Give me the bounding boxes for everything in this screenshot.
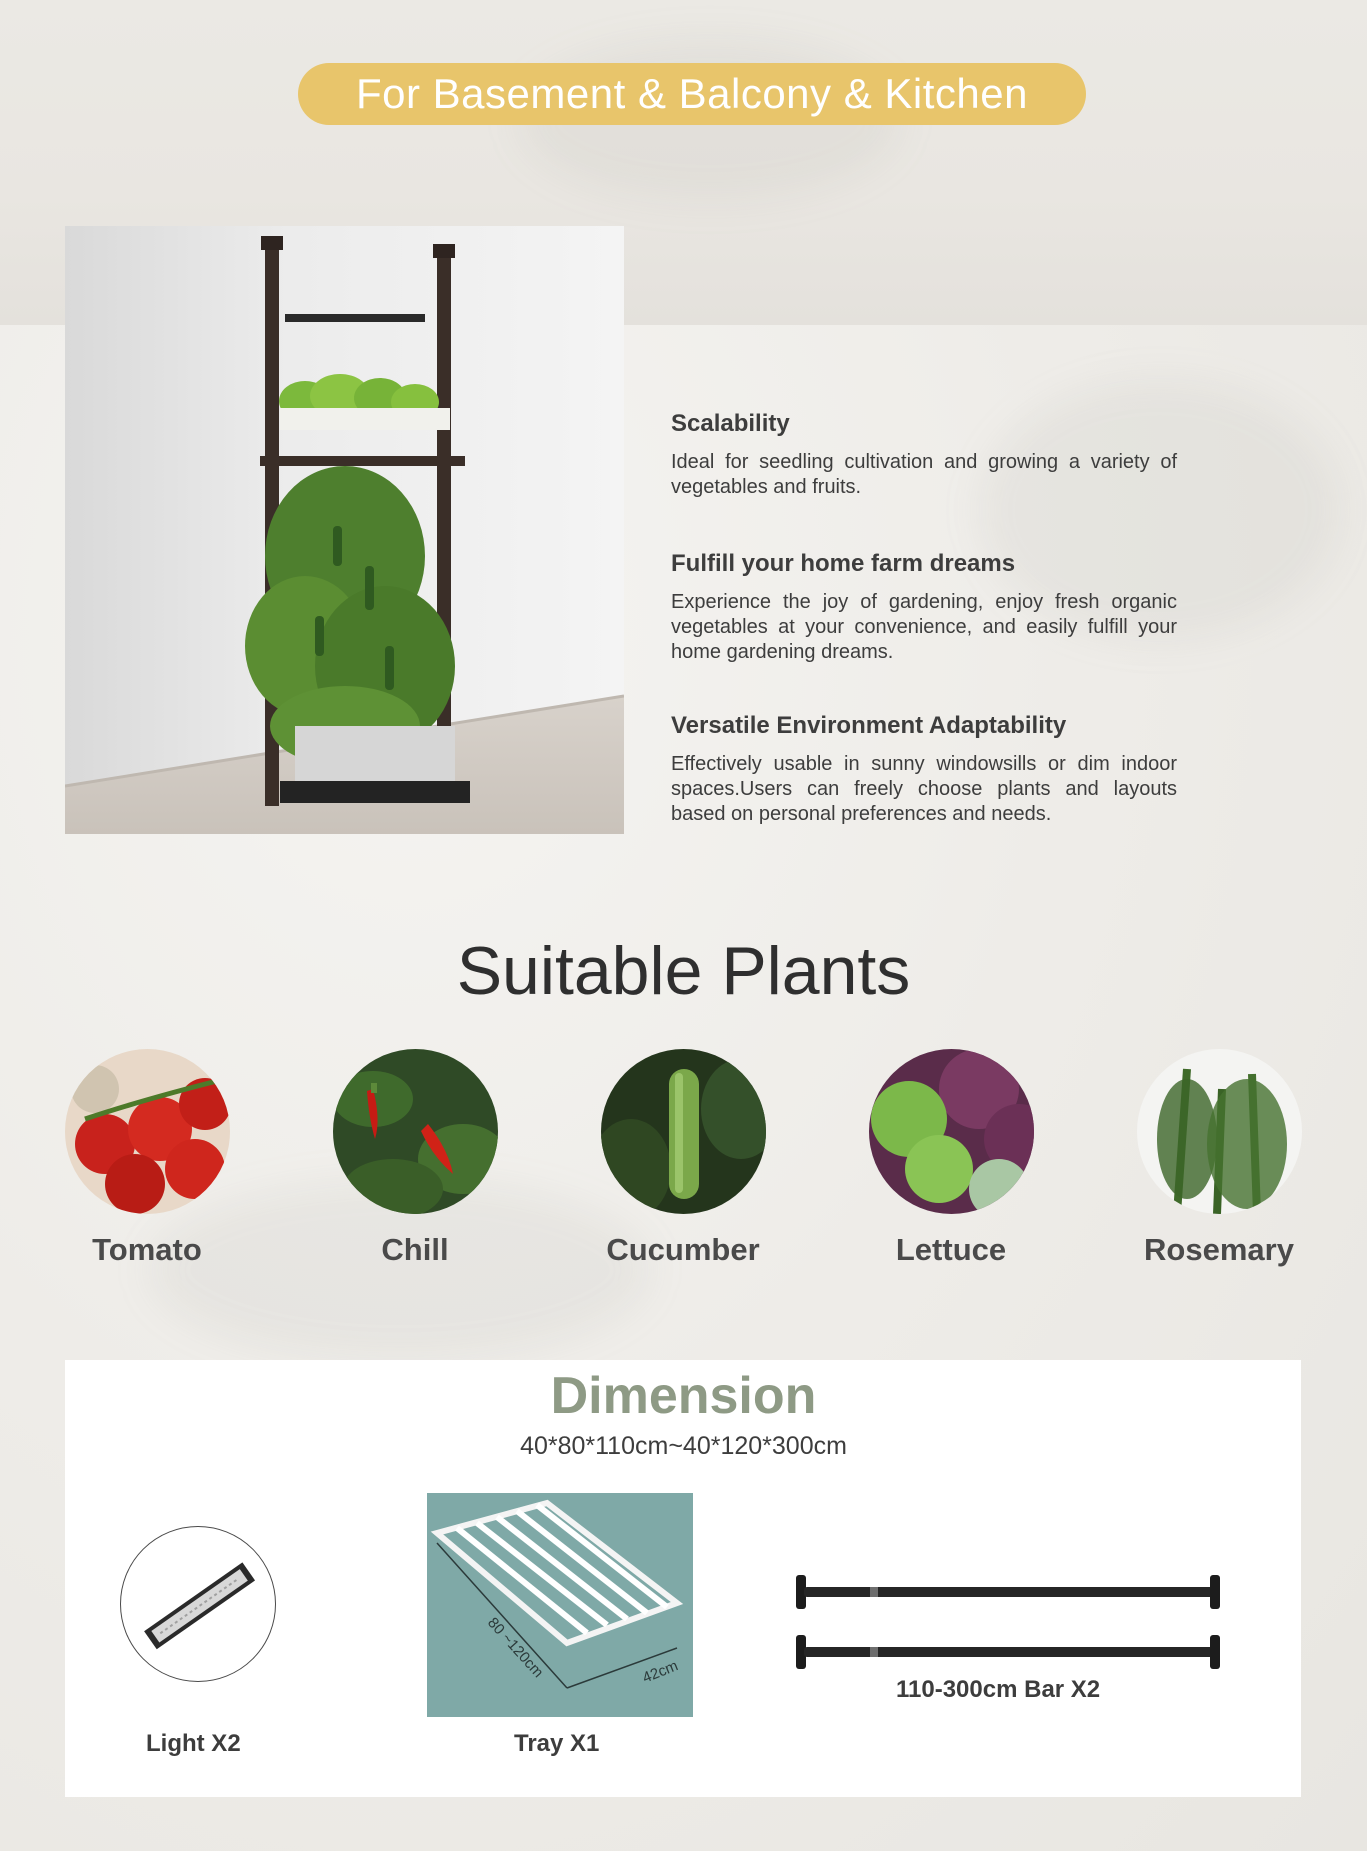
feature-adaptability xyxy=(671,712,1177,827)
feature-body: Effectively usable in sunny windowsills or dim indoor spaces.Users can freely choose plants and layouts based on personal preferences and needs. xyxy=(671,753,1177,825)
plant-name: Cucumber xyxy=(606,1232,760,1267)
plant-rosemary xyxy=(1134,1049,1304,1268)
telescopic-bar-icon xyxy=(790,1565,1226,1680)
tomato-photo xyxy=(65,1049,230,1214)
plant-lettuce xyxy=(866,1049,1036,1268)
tray-length-text: 80 ~120cm xyxy=(484,1614,547,1682)
grow-light-icon xyxy=(121,1527,276,1682)
item-label-light: Light X2 xyxy=(146,1730,241,1757)
feature-title: Scalability xyxy=(671,410,790,437)
tray-icon xyxy=(427,1493,693,1717)
tray-width-text: 42cm xyxy=(640,1657,681,1687)
rosemary-icon xyxy=(1137,1049,1302,1214)
cucumber-icon xyxy=(601,1049,766,1214)
feature-home-farm xyxy=(671,550,1177,665)
telescopic-bar-photo xyxy=(790,1565,1226,1680)
banner-text: For Basement & Balcony & Kitchen xyxy=(356,70,1028,117)
grow-light-photo xyxy=(120,1526,276,1682)
plant-cucumber xyxy=(598,1049,768,1268)
dimension-title: Dimension xyxy=(550,1367,817,1425)
chili-photo xyxy=(333,1049,498,1214)
rosemary-photo xyxy=(1137,1049,1302,1214)
plant-name: Lettuce xyxy=(895,1232,1007,1267)
dimension-size: 40*80*110cm~40*120*300cm xyxy=(520,1432,847,1460)
item-label-tray: Tray X1 xyxy=(514,1730,600,1757)
plant-tomato xyxy=(62,1049,232,1268)
lettuce-icon xyxy=(869,1049,1034,1214)
cucumber-photo xyxy=(601,1049,766,1214)
feature-title: Fulfill your home farm dreams xyxy=(671,550,1016,577)
feature-body: Ideal for seedling cultivation and growing a variety of vegetables and fruits. xyxy=(671,451,1177,498)
feature-title: Versatile Environment Adaptability xyxy=(671,712,1067,739)
tray-photo xyxy=(427,1493,693,1717)
item-label-bar: 110-300cm Bar X2 xyxy=(896,1676,1101,1703)
lettuce-photo xyxy=(869,1049,1034,1214)
vertical-garden-rack-icon xyxy=(65,226,624,834)
plant-chili xyxy=(330,1049,500,1268)
section-title: Suitable Plants xyxy=(456,933,911,1009)
chili-icon xyxy=(333,1049,498,1214)
plant-name: Tomato xyxy=(92,1232,202,1267)
vertical-garden-rack-photo xyxy=(65,226,624,834)
plant-name: Chill xyxy=(381,1232,449,1267)
banner-pill xyxy=(298,63,1086,125)
feature-body: Experience the joy of gardening, enjoy fresh organic vegetables at your convenience, and easily fulfill your home gardening dreams. xyxy=(671,591,1177,663)
plant-name: Rosemary xyxy=(1144,1232,1294,1267)
feature-scalability xyxy=(671,410,1177,500)
tomato-icon xyxy=(65,1049,230,1214)
